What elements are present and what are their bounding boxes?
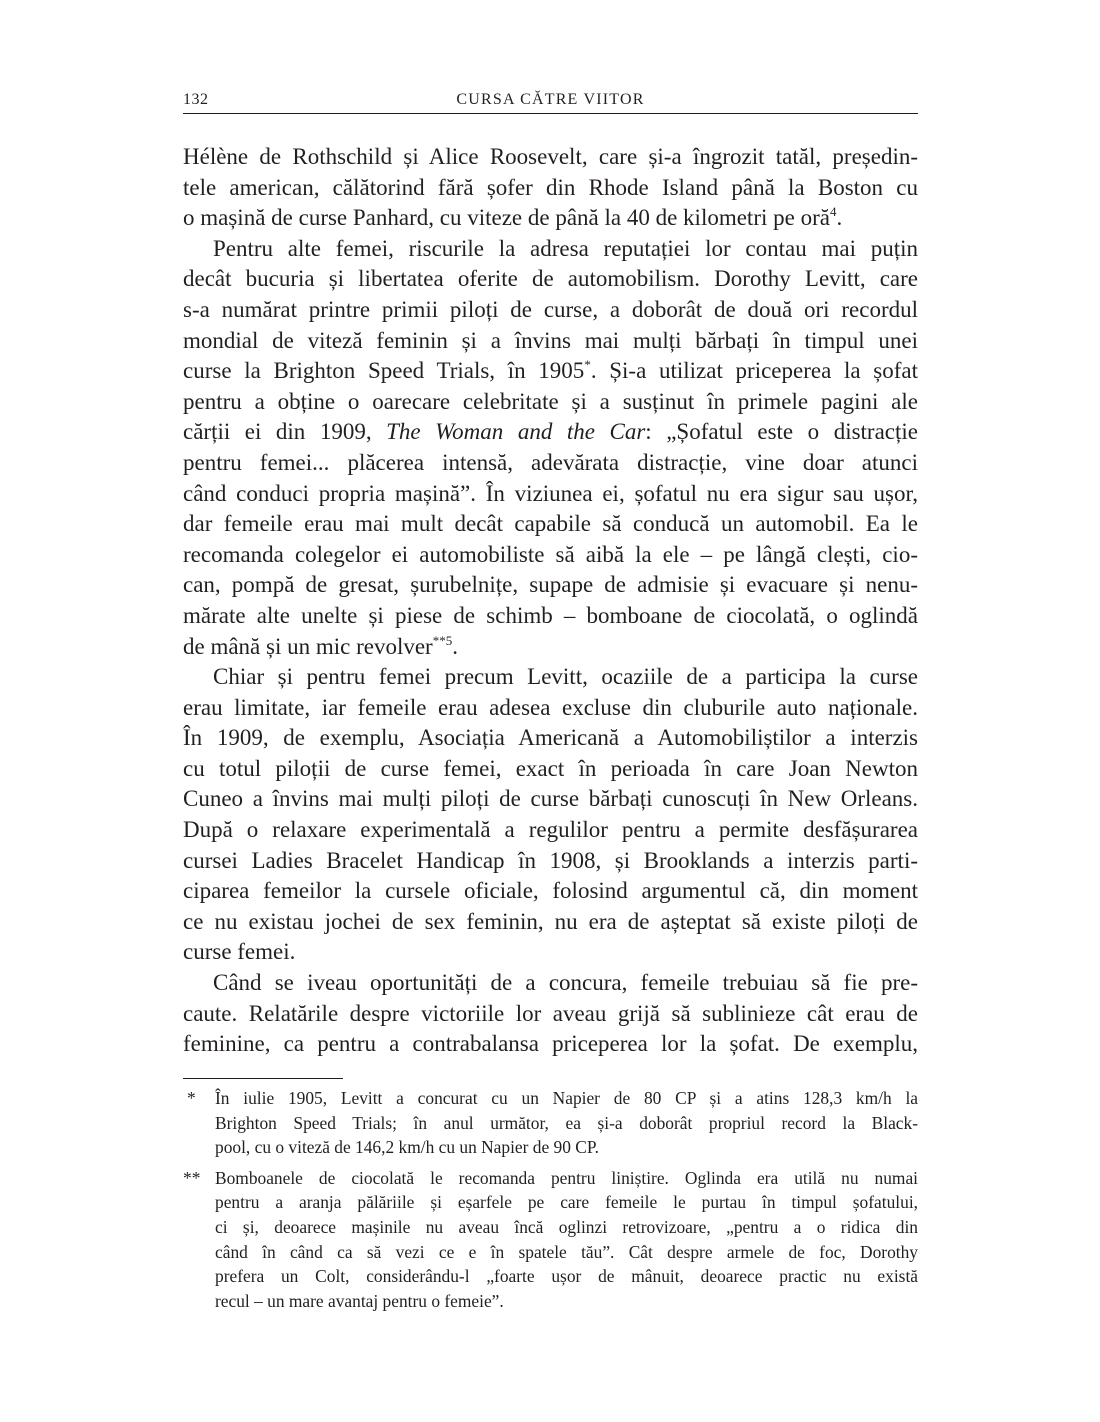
footnote-star (183, 1086, 918, 1160)
text-line: dar femeile erau mai mult decât capabile să conducă un automobil. Ea le (183, 511, 918, 537)
text-line: o mașină de curse Panhard, cu viteze de până la 40 de kilometri pe oră$^4$. (183, 204, 843, 231)
text-line: decât bucuria și libertatea oferite de automobilism. Dorothy Levitt, care (183, 266, 918, 292)
text-line: Hélène de Rothschild și Alice Roosevelt, care și-a îngrozit tatăl, președin- (183, 144, 918, 169)
running-title: CURSA CĂTRE VIITOR (456, 91, 645, 108)
text-line: În 1909, de exemplu, Asociația Americană a Automobiliștilor a interzis (183, 725, 918, 751)
text-line: cu totul piloții de curse femei, exact în perioada în care Joan Newton (183, 755, 918, 781)
text-line: s-a numărat printre primii piloți de curse, a doborât de două ori recordul (183, 296, 918, 322)
text-line: pentru a obține o oarecare celebritate și a susținut în primele pagini ale (183, 388, 918, 414)
footnotes (183, 1086, 918, 1319)
footnote-separator (183, 1078, 343, 1079)
text-line: feminine, ca pentru a contrabalansa priceperea lor la șofat. De exemplu, (183, 1031, 918, 1057)
footnote-line: recul – un mare avantaj pentru o femeie”. (215, 1290, 504, 1311)
paragraph-2 (183, 234, 918, 662)
text-line: cărții ei din 1909, The Woman and the Car: „Șofatul este o distracție (183, 419, 918, 445)
text-line: pentru femei... plăcerea intensă, adevărata distracție, vine doar atunci (183, 449, 918, 475)
text-line: can, pompă de gresat, șurubelnițe, supape de admisie și evacuare și nenu- (183, 572, 918, 598)
page-number: 132 (183, 91, 209, 108)
main-text (183, 142, 918, 1060)
footnote-mark: * (187, 1088, 196, 1108)
footnote-line: pentru a aranja pălăriile și eșarfele pe care femeile le purtau în timpul șofatului, (215, 1192, 918, 1213)
text-line: erau limitate, iar femeile erau adesea excluse din cluburile auto naționale. (183, 694, 918, 720)
footnote-line: pool, cu o viteză de 146,2 km/h cu un Napier de 90 CP. (215, 1137, 599, 1158)
footnote-line: Brighton Speed Trials; în anul următor, ea și-a doborât propriul record la Black- (215, 1112, 918, 1133)
text-line: curse femei. (183, 939, 296, 965)
text-line: mondial de viteză feminin și a învins mai mulți bărbați în timpul unei (183, 327, 918, 353)
text-line: Cuneo a învins mai mulți piloți de curse bărbați cunoscuți în New Orleans. (183, 786, 918, 812)
text-line: După o relaxare experimentală a regulilor pentru a permite desfășurarea (183, 817, 918, 843)
paragraph-1 (183, 142, 918, 234)
footnote-line: Bomboanele de ciocolată le recomanda pentru liniștire. Oglinda era utilă nu numai (215, 1167, 918, 1188)
endnote-ref-4: 4 (829, 204, 837, 220)
paragraph-3 (183, 662, 918, 968)
paragraph-4 (183, 968, 918, 1060)
footnote-ref-double-star: **5 (432, 632, 453, 648)
text-line: mărate alte unelte și piese de schimb – bomboane de ciocolată, o oglindă (183, 602, 918, 628)
running-header (183, 88, 918, 114)
text-line: Chiar și pentru femei precum Levitt, ocaziile de a participa la curse (213, 664, 918, 690)
text-line: Când se iveau oportunități de a concura, femeile trebuiau să fie pre- (213, 970, 918, 996)
footnote-mark: ** (183, 1167, 201, 1188)
footnote-double-star (183, 1166, 918, 1314)
footnote-line: prefera un Colt, considerându-l „foarte ușor de mânuit, deoarece practic nu există (215, 1266, 918, 1287)
text-line: când conduci propria mașină”. În viziunea ei, șofatul nu era sigur sau ușor, (183, 480, 918, 506)
text-line: curse la Brighton Speed Trials, în 1905*. Și-a utilizat priceperea la șofat (183, 357, 918, 384)
text-line: de mână și un mic revolver$^{**5}$. (183, 632, 458, 659)
text-line: ciparea femeilor la cursele oficiale, folosind argumentul că, din moment (183, 878, 918, 904)
footnote-line: În iulie 1905, Levitt a concurat cu un Napier de 80 CP și a atins 128,3 km/h la (215, 1088, 918, 1108)
footnote-ref-star: * (584, 357, 591, 373)
footnote-line: ci și, deoarece mașinile nu aveau încă oglinzi retrovizoare, „pentru a o ridica din (215, 1216, 918, 1237)
book-title-italic: The Woman and the Car (386, 419, 646, 445)
text-line: recomanda colegelor ei automobiliste să aibă la ele – pe lângă clești, cio- (183, 541, 918, 567)
text-line: tele american, călătorind fără șofer din Rhode Island până la Boston cu (183, 174, 918, 200)
text-line: Pentru alte femei, riscurile la adresa reputației lor contau mai puțin (213, 235, 918, 261)
text-line: ce nu existau jochei de sex feminin, nu era de așteptat să existe piloți de (183, 908, 918, 934)
text-line: caute. Relatările despre victoriile lor aveau grijă să sublinieze cât erau de (183, 1000, 918, 1026)
footnote-line: când în când ca să vezi ce e în spatele tău”. Cât despre armele de foc, Dorothy (215, 1241, 918, 1262)
text-line: cursei Ladies Bracelet Handicap în 1908, și Brooklands a interzis parti- (183, 847, 918, 873)
